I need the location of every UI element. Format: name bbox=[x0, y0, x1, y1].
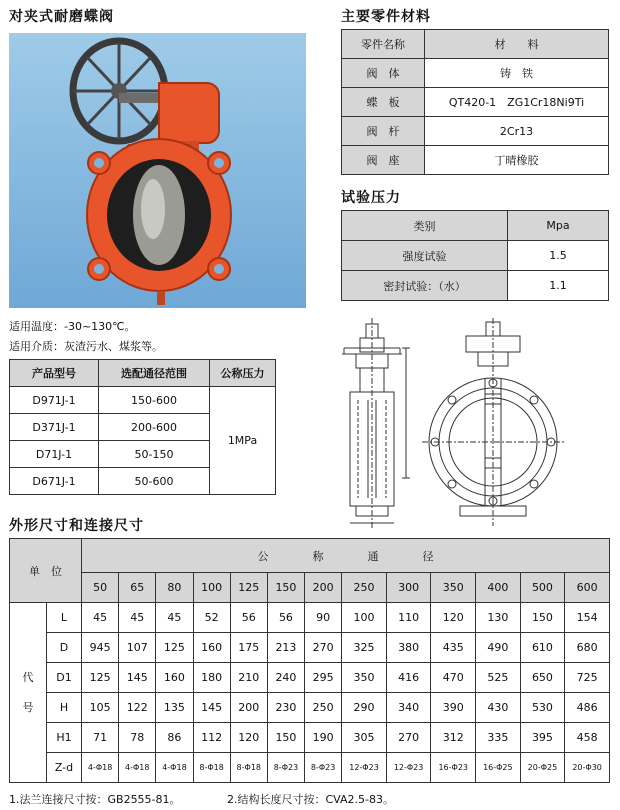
table-cell: 78 bbox=[119, 723, 156, 753]
table-cell: 416 bbox=[386, 663, 431, 693]
table-cell: 45 bbox=[156, 603, 193, 633]
size-header: 65 bbox=[119, 573, 156, 603]
table-cell: 110 bbox=[386, 603, 431, 633]
table-cell: D671J-1 bbox=[10, 468, 99, 495]
table-cell: 250 bbox=[305, 693, 342, 723]
size-header: 250 bbox=[342, 573, 387, 603]
table-cell: 312 bbox=[431, 723, 476, 753]
size-header: 100 bbox=[193, 573, 230, 603]
size-header: 80 bbox=[156, 573, 193, 603]
table-cell: 230 bbox=[267, 693, 304, 723]
table-cell: 20-Φ25 bbox=[520, 753, 565, 783]
table-cell: D371J-1 bbox=[10, 414, 99, 441]
model-header-type: 产品型号 bbox=[10, 360, 99, 387]
size-header: 200 bbox=[305, 573, 342, 603]
materials-header-part: 零件名称 bbox=[342, 30, 425, 59]
table-cell: 458 bbox=[565, 723, 610, 753]
table-cell: 154 bbox=[565, 603, 610, 633]
model-header-range: 选配通径范围 bbox=[99, 360, 210, 387]
size-header: 350 bbox=[431, 573, 476, 603]
model-pressure-value: 1MPa bbox=[210, 387, 276, 495]
note-length: 2.结构长度尺寸按：CVA2.5-83。 bbox=[227, 793, 394, 806]
table-cell: 200-600 bbox=[99, 414, 210, 441]
table-cell: 112 bbox=[193, 723, 230, 753]
row-code: Z-d bbox=[47, 753, 82, 783]
table-cell: 阀 体 bbox=[342, 59, 425, 88]
pressure-header-unit: Mpa bbox=[508, 211, 609, 241]
table-cell: 530 bbox=[520, 693, 565, 723]
table-cell: 380 bbox=[386, 633, 431, 663]
table-cell: D971J-1 bbox=[10, 387, 99, 414]
table-cell: 阀 杆 bbox=[342, 117, 425, 146]
table-cell: 16-Φ23 bbox=[431, 753, 476, 783]
table-cell: 16-Φ25 bbox=[476, 753, 521, 783]
pressure-header-category: 类别 bbox=[342, 211, 508, 241]
table-cell: 270 bbox=[305, 633, 342, 663]
table-cell: 213 bbox=[267, 633, 304, 663]
table-cell: 4-Φ18 bbox=[82, 753, 119, 783]
table-cell: 160 bbox=[156, 663, 193, 693]
table-cell: 160 bbox=[193, 633, 230, 663]
table-cell: 305 bbox=[342, 723, 387, 753]
table-cell: 210 bbox=[230, 663, 267, 693]
table-cell: 335 bbox=[476, 723, 521, 753]
dimensions-title: 外形尺寸和连接尺寸 bbox=[9, 518, 144, 534]
table-cell: 50-150 bbox=[99, 441, 210, 468]
table-cell: 295 bbox=[305, 663, 342, 693]
table-cell: 52 bbox=[193, 603, 230, 633]
table-cell: 350 bbox=[342, 663, 387, 693]
table-cell: 150 bbox=[267, 723, 304, 753]
table-cell: 56 bbox=[267, 603, 304, 633]
table-cell: 122 bbox=[119, 693, 156, 723]
table-cell: 56 bbox=[230, 603, 267, 633]
table-cell: 120 bbox=[431, 603, 476, 633]
table-cell: 490 bbox=[476, 633, 521, 663]
table-cell: 20-Φ30 bbox=[565, 753, 610, 783]
table-cell: 525 bbox=[476, 663, 521, 693]
table-cell: 45 bbox=[119, 603, 156, 633]
model-table bbox=[9, 359, 276, 495]
table-cell: QT420-1 ZG1Cr18Ni9Ti bbox=[425, 88, 609, 117]
table-cell: 200 bbox=[230, 693, 267, 723]
table-cell: 470 bbox=[431, 663, 476, 693]
code-label bbox=[10, 603, 47, 783]
row-code: H bbox=[47, 693, 82, 723]
row-code: D bbox=[47, 633, 82, 663]
table-cell: 125 bbox=[82, 663, 119, 693]
table-cell: 71 bbox=[82, 723, 119, 753]
table-cell: 120 bbox=[230, 723, 267, 753]
code-label-text: 代号 bbox=[22, 670, 34, 714]
size-header: 125 bbox=[230, 573, 267, 603]
table-cell: 340 bbox=[386, 693, 431, 723]
table-cell: 395 bbox=[520, 723, 565, 753]
materials-title: 主要零件材料 bbox=[341, 9, 431, 25]
table-cell: 铸 铁 bbox=[425, 59, 609, 88]
row-code: D1 bbox=[47, 663, 82, 693]
pressure-title: 试验压力 bbox=[341, 190, 401, 206]
model-header-pressure: 公称压力 bbox=[210, 360, 276, 387]
table-cell: 725 bbox=[565, 663, 610, 693]
table-cell: 45 bbox=[82, 603, 119, 633]
table-cell: 12-Φ23 bbox=[342, 753, 387, 783]
materials-table bbox=[341, 29, 609, 175]
table-cell: 945 bbox=[82, 633, 119, 663]
table-cell: 8-Φ23 bbox=[305, 753, 342, 783]
table-cell: 8-Φ23 bbox=[267, 753, 304, 783]
table-cell: 2Cr13 bbox=[425, 117, 609, 146]
table-cell: 390 bbox=[431, 693, 476, 723]
table-cell: 105 bbox=[82, 693, 119, 723]
table-cell: 486 bbox=[565, 693, 610, 723]
size-header: 500 bbox=[520, 573, 565, 603]
table-cell: D71J-1 bbox=[10, 441, 99, 468]
table-cell: 190 bbox=[305, 723, 342, 753]
note-flange: 1.法兰连接尺寸按：GB2555-81。 bbox=[9, 793, 181, 806]
nominal-diameter-label: 公 称 通 径 bbox=[82, 539, 610, 573]
size-header: 400 bbox=[476, 573, 521, 603]
table-cell: 150-600 bbox=[99, 387, 210, 414]
valve-technical-drawing bbox=[330, 318, 615, 530]
table-cell: 135 bbox=[156, 693, 193, 723]
table-cell: 430 bbox=[476, 693, 521, 723]
table-cell: 1.1 bbox=[508, 271, 609, 301]
table-cell: 107 bbox=[119, 633, 156, 663]
table-cell: 145 bbox=[193, 693, 230, 723]
table-cell: 密封试验：（水） bbox=[342, 271, 508, 301]
table-cell: 90 bbox=[305, 603, 342, 633]
table-cell: 270 bbox=[386, 723, 431, 753]
table-cell: 290 bbox=[342, 693, 387, 723]
size-header: 300 bbox=[386, 573, 431, 603]
table-cell: 86 bbox=[156, 723, 193, 753]
table-cell: 680 bbox=[565, 633, 610, 663]
butterfly-valve-photo bbox=[9, 33, 306, 308]
temperature-text: 适用温度：-30~130℃。 bbox=[9, 320, 136, 333]
page-title: 对夹式耐磨蝶阀 bbox=[9, 9, 114, 25]
medium-text: 适用介质：灰渣污水、煤浆等。 bbox=[9, 340, 163, 353]
table-cell: 240 bbox=[267, 663, 304, 693]
table-cell: 强度试验 bbox=[342, 241, 508, 271]
table-cell: 650 bbox=[520, 663, 565, 693]
table-cell: 100 bbox=[342, 603, 387, 633]
table-cell: 325 bbox=[342, 633, 387, 663]
table-cell: 8-Φ18 bbox=[230, 753, 267, 783]
size-header: 50 bbox=[82, 573, 119, 603]
table-cell: 阀 座 bbox=[342, 146, 425, 175]
row-code: H1 bbox=[47, 723, 82, 753]
dimensions-table bbox=[9, 538, 610, 783]
table-cell: 丁晴橡胶 bbox=[425, 146, 609, 175]
product-photo bbox=[9, 33, 306, 308]
table-cell: 175 bbox=[230, 633, 267, 663]
size-header: 150 bbox=[267, 573, 304, 603]
row-code: L bbox=[47, 603, 82, 633]
materials-header-material: 材 料 bbox=[425, 30, 609, 59]
table-cell: 180 bbox=[193, 663, 230, 693]
table-cell: 130 bbox=[476, 603, 521, 633]
table-cell: 12-Φ23 bbox=[386, 753, 431, 783]
table-cell: 8-Φ18 bbox=[193, 753, 230, 783]
table-cell: 蝶 板 bbox=[342, 88, 425, 117]
pressure-table bbox=[341, 210, 609, 301]
table-cell: 435 bbox=[431, 633, 476, 663]
table-cell: 4-Φ18 bbox=[156, 753, 193, 783]
table-cell: 145 bbox=[119, 663, 156, 693]
unit-label: 单 位 bbox=[10, 539, 82, 603]
table-cell: 150 bbox=[520, 603, 565, 633]
table-cell: 125 bbox=[156, 633, 193, 663]
table-cell: 1.5 bbox=[508, 241, 609, 271]
table-cell: 610 bbox=[520, 633, 565, 663]
table-cell: 50-600 bbox=[99, 468, 210, 495]
table-cell: 4-Φ18 bbox=[119, 753, 156, 783]
size-header: 600 bbox=[565, 573, 610, 603]
